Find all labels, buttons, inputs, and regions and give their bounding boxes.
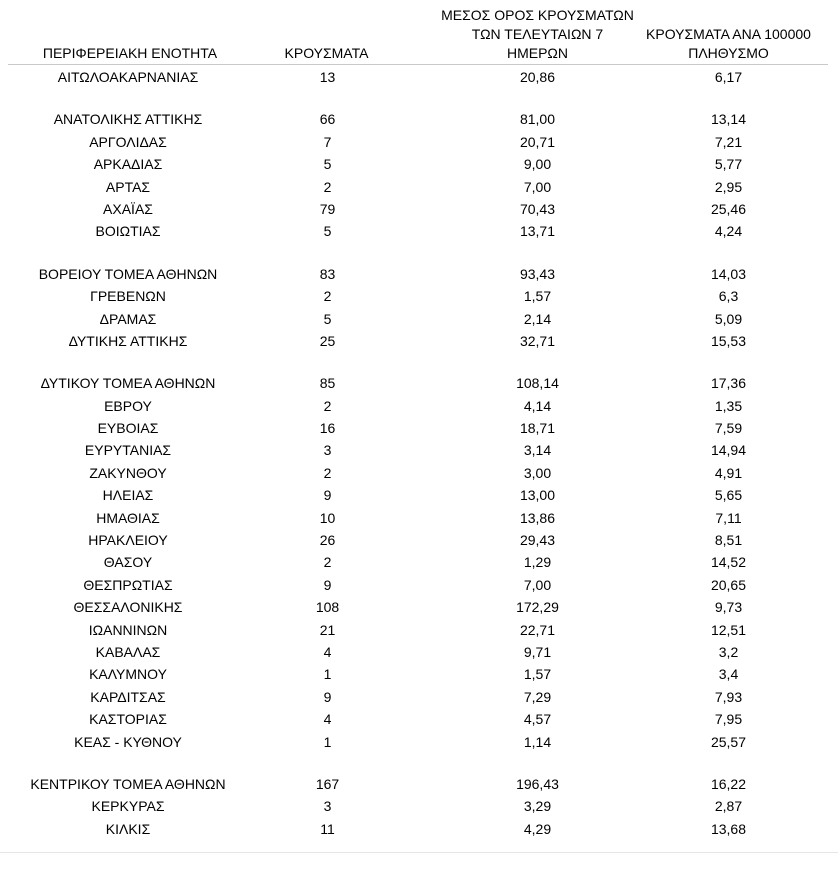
header-cases: ΚΡΟΥΣΜΑΤΑ: [284, 45, 369, 61]
cases-cell: 4: [323, 643, 332, 660]
region-cell: ΚΙΛΚΙΣ: [105, 820, 151, 837]
avg7-cell: 81,00: [519, 111, 556, 128]
table-row: [0, 220, 838, 242]
region-cell: ΗΛΕΙΑΣ: [102, 487, 154, 504]
avg7-cell: 4,14: [523, 397, 552, 414]
table-row: [0, 198, 838, 220]
cases-cell: 167: [315, 775, 340, 792]
header-avg7-line2: ΤΩΝ ΤΕΛΕΥΤΑΙΩΝ 7: [471, 26, 604, 42]
avg7-cell: 20,86: [519, 69, 556, 85]
header-avg7-line3: ΗΜΕΡΩΝ: [506, 45, 569, 61]
cases-cell: 4: [323, 711, 332, 728]
cases-cell: 16: [319, 420, 336, 437]
avg7-cell: 2,14: [523, 310, 552, 327]
table-row: [0, 619, 838, 641]
table-spacer-row: [0, 352, 838, 372]
region-cell: ΙΩΑΝΝΙΝΩΝ: [88, 621, 168, 638]
region-cell: ΑΡΓΟΛΙΔΑΣ: [89, 133, 167, 150]
per100k-cell: 7,59: [714, 420, 743, 437]
region-cell: ΒΟΙΩΤΙΑΣ: [95, 223, 161, 240]
region-cell: ΚΑΡΔΙΤΣΑΣ: [90, 688, 166, 705]
avg7-cell: 7,00: [523, 576, 552, 593]
per100k-cell: 7,11: [715, 509, 742, 526]
table-row: [0, 153, 838, 175]
avg7-cell: 22,71: [519, 621, 556, 638]
cases-cell: 2: [323, 288, 332, 305]
avg7-cell: 172,29: [516, 599, 559, 616]
region-cell: ΚΑΣΤΟΡΙΑΣ: [89, 711, 167, 728]
per100k-cell: 20,65: [710, 576, 747, 593]
avg7-cell: 108,14: [516, 375, 559, 392]
table-row: [0, 551, 838, 573]
table-row: [0, 176, 838, 198]
cases-cell: 9: [323, 688, 332, 705]
region-cell: ΔΥΤΙΚΗΣ ΑΤΤΙΚΗΣ: [68, 332, 188, 349]
table-spacer-row: [0, 243, 838, 263]
avg7-cell: 70,43: [519, 200, 556, 217]
per100k-cell: 6,3: [718, 288, 739, 305]
region-cell: ΔΡΑΜΑΣ: [99, 310, 157, 327]
cases-cell: 5: [323, 310, 332, 327]
avg7-cell: 7,00: [523, 178, 552, 195]
table-row: [0, 641, 838, 663]
cases-cell: 5: [323, 223, 332, 240]
table-row: [0, 529, 838, 551]
table-row: [0, 731, 838, 753]
table-row: [0, 795, 838, 817]
table-row: [0, 574, 838, 596]
avg7-cell: 13,86: [519, 509, 556, 526]
per100k-cell: 14,52: [710, 554, 747, 571]
cases-cell: 2: [323, 397, 332, 414]
per100k-cell: 13,14: [710, 111, 747, 128]
avg7-cell: 3,29: [523, 798, 552, 815]
region-cell: ΘΕΣΠΡΩΤΙΑΣ: [83, 576, 173, 593]
cases-cell: 2: [323, 178, 332, 195]
region-cell: ΚΑΛΥΜΝΟΥ: [89, 666, 167, 683]
region-cell: ΔΥΤΙΚΟΥ ΤΟΜΕΑ ΑΘΗΝΩΝ: [40, 375, 216, 392]
avg7-cell: 3,14: [523, 442, 552, 459]
per100k-cell: 2,87: [714, 798, 743, 815]
region-cell: ΓΡΕΒΕΝΩΝ: [90, 288, 166, 305]
table-row: [0, 417, 838, 439]
avg7-cell: 32,71: [519, 332, 556, 349]
table-spacer-row: [0, 88, 838, 108]
cases-cell: 3: [323, 798, 332, 815]
header-per100k-line2: ΠΛΗΘΥΣΜΟ: [688, 45, 769, 61]
table-row: [0, 108, 838, 130]
header-divider: [8, 64, 828, 65]
per100k-cell: 4,91: [714, 464, 743, 481]
region-cell: ΕΥΒΟΙΑΣ: [97, 420, 159, 437]
per100k-cell: 13,68: [710, 820, 747, 837]
region-cell: ΕΒΡΟΥ: [104, 397, 152, 414]
cases-cell: 25: [319, 332, 336, 349]
header-region: ΠΕΡΙΦΕΡΕΙΑΚΗ ΕΝΟΤΗΤΑ: [42, 45, 218, 61]
per100k-cell: 12,51: [710, 621, 747, 638]
cases-cell: 1: [323, 666, 332, 683]
per100k-cell: 25,57: [710, 733, 747, 750]
per100k-cell: 3,4: [718, 666, 739, 683]
region-cell: ΘΑΣΟΥ: [103, 554, 153, 571]
per100k-cell: 16,22: [710, 775, 747, 792]
table-row: [0, 372, 838, 394]
cases-cell: 66: [319, 111, 336, 128]
per100k-cell: 7,21: [714, 133, 743, 150]
per100k-cell: 17,36: [710, 375, 747, 392]
avg7-cell: 4,29: [523, 820, 552, 837]
cases-cell: 13: [319, 69, 336, 85]
avg7-cell: 1,29: [523, 554, 552, 571]
table-row: [0, 131, 838, 153]
region-cell: ΚΑΒΑΛΑΣ: [95, 643, 161, 660]
header-per100k: [625, 25, 832, 63]
per100k-cell: 1,35: [714, 397, 743, 414]
table-row: [0, 66, 838, 88]
per100k-cell: 8,51: [714, 532, 743, 549]
header-per100k-line1: ΚΡΟΥΣΜΑΤΑ ΑΝΑ 100000: [646, 26, 811, 42]
avg7-cell: 13,00: [519, 487, 556, 504]
table-row: [0, 708, 838, 730]
table-row: [0, 395, 838, 417]
region-cell: ΑΙΤΩΛΟΑΚΑΡΝΑΝΙΑΣ: [57, 69, 199, 85]
cases-cell: 2: [323, 554, 332, 571]
per100k-cell: 6,17: [714, 69, 743, 85]
region-cell: ΚΕΑΣ - ΚΥΘΝΟΥ: [74, 733, 182, 750]
cases-cell: 21: [319, 621, 336, 638]
region-cell: ΘΕΣΣΑΛΟΝΙΚΗΣ: [73, 599, 183, 616]
avg7-cell: 13,71: [519, 223, 556, 240]
per100k-cell: 14,94: [710, 442, 747, 459]
per100k-cell: 9,73: [714, 599, 743, 616]
per100k-cell: 2,95: [714, 178, 743, 195]
avg7-cell: 1,57: [523, 666, 552, 683]
avg7-cell: 1,14: [523, 733, 552, 750]
table-row: [0, 308, 838, 330]
avg7-cell: 9,00: [523, 156, 552, 173]
table-row: [0, 439, 838, 461]
region-cell: ΚΕΝΤΡΙΚΟΥ ΤΟΜΕΑ ΑΘΗΝΩΝ: [30, 775, 226, 792]
per100k-cell: 5,65: [714, 487, 743, 504]
region-cell: ΑΝΑΤΟΛΙΚΗΣ ΑΤΤΙΚΗΣ: [53, 111, 203, 128]
cases-cell: 1: [323, 733, 332, 750]
cases-cell: 5: [323, 156, 332, 173]
table-row: [0, 596, 838, 618]
per100k-cell: 7,95: [714, 711, 743, 728]
table-row: [0, 686, 838, 708]
table-spacer-row: [0, 753, 838, 773]
avg7-cell: 3,00: [523, 464, 552, 481]
cases-cell: 26: [319, 532, 336, 549]
cases-cell: 3: [323, 442, 332, 459]
cases-cell: 11: [320, 820, 335, 837]
region-cell: ΑΡΚΑΔΙΑΣ: [93, 156, 163, 173]
per100k-cell: 7,93: [714, 688, 743, 705]
region-cell: ΖΑΚΥΝΘΟΥ: [89, 464, 167, 481]
avg7-cell: 7,29: [523, 688, 552, 705]
region-cell: ΑΧΑΪΑΣ: [103, 200, 153, 217]
table-row: [0, 663, 838, 685]
per100k-cell: 25,46: [710, 200, 747, 217]
per100k-cell: 4,24: [714, 223, 743, 240]
table-row: [0, 462, 838, 484]
region-cell: ΕΥΡΥΤΑΝΙΑΣ: [84, 442, 172, 459]
cases-cell: 2: [323, 464, 332, 481]
avg7-cell: 9,71: [523, 643, 552, 660]
table-row: [0, 263, 838, 285]
region-cell: ΗΜΑΘΙΑΣ: [96, 509, 160, 526]
cases-cell: 10: [319, 509, 336, 526]
per100k-cell: 15,53: [710, 332, 747, 349]
per100k-cell: 3,2: [718, 643, 739, 660]
avg7-cell: 196,43: [516, 775, 559, 792]
per100k-cell: 5,09: [714, 310, 743, 327]
table-body: [0, 66, 838, 840]
avg7-cell: 93,43: [519, 265, 556, 282]
avg7-cell: 4,57: [523, 711, 552, 728]
per100k-cell: 5,77: [714, 156, 743, 173]
table-row: [0, 818, 838, 840]
region-cell: ΑΡΤΑΣ: [105, 178, 151, 195]
avg7-cell: 29,43: [519, 532, 556, 549]
table-row: [0, 773, 838, 795]
table-row: [0, 285, 838, 307]
table-row: [0, 484, 838, 506]
avg7-cell: 20,71: [519, 133, 556, 150]
cases-cell: 79: [319, 200, 336, 217]
cases-cell: 85: [319, 375, 336, 392]
avg7-cell: 18,71: [519, 420, 556, 437]
avg7-cell: 1,57: [523, 288, 552, 305]
region-cell: ΚΕΡΚΥΡΑΣ: [91, 798, 165, 815]
table-row: [0, 507, 838, 529]
region-cell: ΗΡΑΚΛΕΙΟΥ: [88, 532, 168, 549]
cases-cell: 108: [315, 599, 340, 616]
header-avg7: [425, 6, 650, 63]
region-cell: ΒΟΡΕΙΟΥ ΤΟΜΕΑ ΑΘΗΝΩΝ: [38, 265, 218, 282]
cases-cell: 9: [323, 487, 332, 504]
table-header: [0, 0, 838, 66]
cases-cell: 7: [323, 133, 332, 150]
page-bottom-divider: [0, 852, 838, 853]
per100k-cell: 14,03: [710, 265, 747, 282]
table-row: [0, 330, 838, 352]
header-avg7-line1: ΜΕΣΟΣ ΟΡΟΣ ΚΡΟΥΣΜΑΤΩΝ: [441, 7, 634, 23]
cases-cell: 83: [319, 265, 336, 282]
cases-cell: 9: [323, 576, 332, 593]
